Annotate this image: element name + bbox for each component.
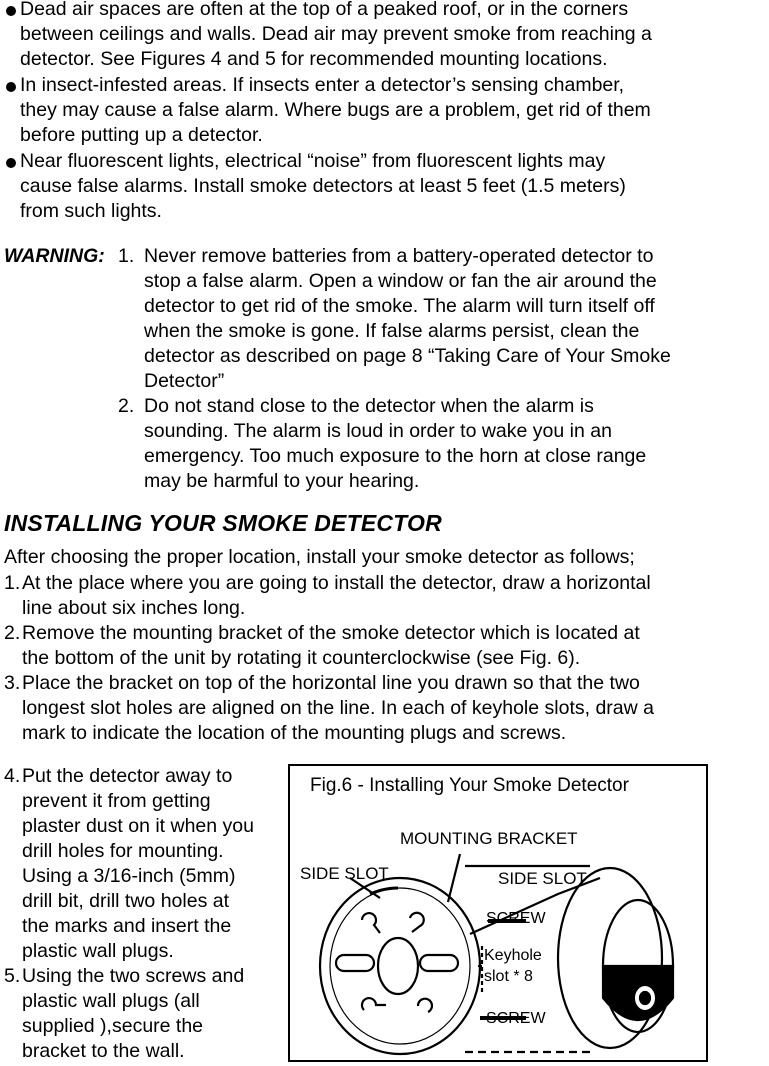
section-heading: INSTALLING YOUR SMOKE DETECTOR: [4, 510, 442, 536]
bullet-dot-icon: [6, 158, 16, 168]
bullet-item: In insect-infested areas. If insects enter a detector’s sensing chamber, they may cause a false alarm. Where bugs are a problem, get rid of them before putting up a detector.: [4, 73, 764, 148]
bullet-dot-icon: [6, 82, 16, 92]
side-slot-right-label: SIDE SLOT: [498, 869, 587, 888]
slot-count-label: slot * 8: [484, 968, 533, 985]
step-item: 4. Put the detector away to prevent it from getting plaster dust on it when you drill holes for mounting. Using a 3/16-inch (5mm) drill bit, drill two holes at the marks and insert the plastic wall plugs.: [4, 765, 254, 962]
step-item: 5. Using the two screws and plastic wall plugs (all supplied ),secure the bracket to the wall.: [4, 965, 245, 1062]
warning-label: WARNING:: [4, 245, 105, 267]
install-steps-narrow: [4, 764, 284, 1064]
mounting-bracket-label: MOUNTING BRACKET: [400, 829, 578, 848]
step-item: 1. At the place where you are going to install the detector, draw a horizontal line about six inches long.: [4, 572, 651, 619]
figure-title: Fig.6 - Installing Your Smoke Detector: [310, 775, 629, 796]
warning-item: 2. Do not stand close to the detector when the alarm is sounding. The alarm is loud in order to wake you in an emergency. Too much exposure to the horn at close range may be harmful to your hearing.: [118, 395, 647, 492]
bullet-item: Near fluorescent lights, electrical “noise” from fluorescent lights may cause false alarms. Install smoke detectors at least 5 feet (1.5 meters) from such lights.: [4, 149, 764, 224]
bullet-item: Dead air spaces are often at the top of a peaked roof, or in the corners between ceilings and walls. Dead air may prevent smoke from reaching a detector. See Figures 4 and 5 for recommended mounting locations.: [4, 0, 764, 72]
step-item: 3. Place the bracket on top of the horizontal line you drawn so that the two longest slot holes are aligned on the line. In each of keyhole slots, draw a mark to indicate the location of the mounting plugs and screws.: [4, 672, 654, 744]
install-steps: [4, 571, 764, 746]
warning-item: 1. Never remove batteries from a battery-operated detector to stop a false alarm. Open a window or fan the air around the detector to get rid of the smoke. The alarm will turn itself off when the smoke is gone. If false alarms persist, clean the detector as described on page 8 “Taking Care of Your Smoke Detector”: [118, 245, 671, 392]
figure-6: [288, 764, 708, 1062]
warning-block: [4, 244, 764, 494]
keyhole-label: Keyhole: [484, 947, 542, 964]
side-slot-left-label: SIDE SLOT: [300, 864, 389, 883]
step-item: 2. Remove the mounting bracket of the smoke detector which is located at the bottom of the unit by rotating it counterclockwise (see Fig. 6).: [4, 622, 640, 669]
bullet-list: [4, 0, 764, 225]
bullet-dot-icon: [6, 6, 16, 16]
intro-text: After choosing the proper location, install your smoke detector as follows;: [4, 546, 635, 568]
screw-bottom-label: SCREW: [486, 1010, 546, 1027]
screw-top-label: SCREW: [486, 910, 546, 927]
